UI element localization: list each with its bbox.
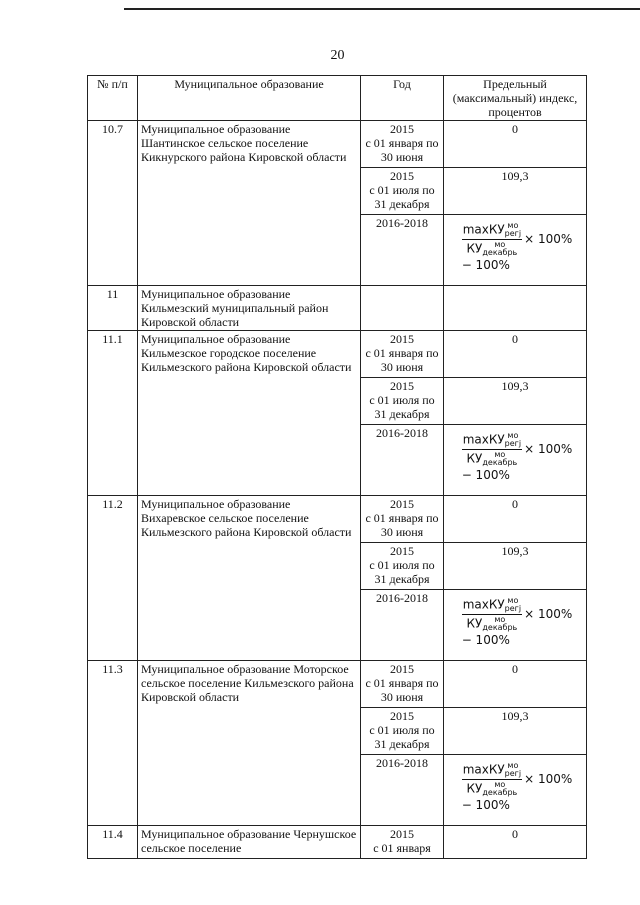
formula-minus: − 100% — [461, 468, 510, 482]
year-period-1-year: 2015 — [390, 122, 414, 136]
row-number: 11.4 — [88, 826, 138, 859]
formula-fraction — [462, 762, 522, 797]
header-number: № п/п — [88, 76, 138, 121]
year-period-3: 2016-2018 — [361, 590, 444, 661]
year-cell-empty — [361, 286, 444, 331]
formula-denominator: КУ мо декабрь — [466, 240, 518, 257]
formula-minus: − 100% — [461, 633, 510, 647]
page-number: 20 — [330, 48, 345, 63]
index-formula — [462, 597, 573, 647]
index-value-2: 109,3 — [444, 168, 587, 215]
table-row — [88, 286, 587, 331]
year-period-3: 2016-2018 — [361, 215, 444, 286]
formula-numerator: maxКУ мо регj — [462, 761, 522, 778]
formula-fraction — [462, 597, 522, 632]
year-period-1 — [361, 826, 444, 859]
formula-denominator: КУ мо декабрь — [466, 615, 518, 632]
header-municipality: Муниципальное образование — [138, 76, 361, 121]
index-formula — [462, 762, 573, 812]
formula-minus: − 100% — [461, 258, 510, 272]
index-formula-cell — [444, 590, 587, 661]
formula-denominator: КУ мо декабрь — [466, 780, 518, 797]
row-number: 10.7 — [88, 121, 138, 286]
header-year: Год — [361, 76, 444, 121]
formula-times: × 100% — [524, 772, 573, 786]
year-period-1-range: с 01 января — [373, 841, 431, 855]
year-period-1-year: 2015 — [390, 497, 414, 511]
header-index: Предельный (максимальный) индекс, процентов — [444, 76, 587, 121]
table-row — [88, 826, 587, 859]
index-value-1: 0 — [444, 826, 587, 859]
year-period-2-range: с 01 июля по 31 декабря — [369, 558, 435, 586]
formula-times: × 100% — [524, 607, 573, 621]
index-formula-cell — [444, 755, 587, 826]
year-period-2-range: с 01 июля по 31 декабря — [369, 393, 435, 421]
formula-numerator: maxКУ мо регj — [462, 596, 522, 613]
year-period-2 — [361, 708, 444, 755]
municipality-name: Муниципальное образование Кильмезское городское поселение Кильмезского района Кировской области — [138, 331, 361, 496]
municipality-name: Муниципальное образование Чернушское сельское поселение — [138, 826, 361, 859]
year-period-1-year: 2015 — [390, 332, 414, 346]
table-header-row — [88, 76, 587, 121]
table-row — [88, 121, 587, 168]
year-period-2 — [361, 378, 444, 425]
year-period-1-range: с 01 января по 30 июня — [365, 346, 439, 374]
municipality-name: Муниципальное образование Шантинское сельское поселение Кикнурского района Кировской области — [138, 121, 361, 286]
row-number: 11.3 — [88, 661, 138, 826]
index-value-1: 0 — [444, 121, 587, 168]
tariff-index-table — [87, 75, 587, 859]
municipality-name: Муниципальное образование Моторское сельское поселение Кильмезского района Кировской области — [138, 661, 361, 826]
year-period-2-year: 2015 — [390, 379, 414, 393]
year-period-2-year: 2015 — [390, 169, 414, 183]
year-period-1 — [361, 331, 444, 378]
year-period-1-year: 2015 — [390, 827, 414, 841]
index-formula-cell — [444, 425, 587, 496]
table-row — [88, 496, 587, 543]
row-number: 11.1 — [88, 331, 138, 496]
table-row — [88, 661, 587, 708]
year-period-2 — [361, 168, 444, 215]
index-formula — [462, 432, 573, 482]
index-value-1: 0 — [444, 496, 587, 543]
formula-fraction — [462, 222, 522, 257]
index-value-2: 109,3 — [444, 708, 587, 755]
row-number: 11.2 — [88, 496, 138, 661]
year-period-1 — [361, 121, 444, 168]
formula-minus: − 100% — [461, 798, 510, 812]
year-period-1-year: 2015 — [390, 662, 414, 676]
index-formula-cell — [444, 215, 587, 286]
top-rule — [124, 8, 640, 10]
formula-numerator: maxКУ мо регj — [462, 431, 522, 448]
formula-times: × 100% — [524, 442, 573, 456]
formula-numerator: maxКУ мо регj — [462, 221, 522, 238]
year-period-1-range: с 01 января по 30 июня — [365, 676, 439, 704]
year-period-1-range: с 01 января по 30 июня — [365, 511, 439, 539]
index-value-1: 0 — [444, 661, 587, 708]
year-period-2-range: с 01 июля по 31 декабря — [369, 723, 435, 751]
table-row — [88, 331, 587, 378]
formula-denominator: КУ мо декабрь — [466, 450, 518, 467]
year-period-1 — [361, 661, 444, 708]
year-period-2-year: 2015 — [390, 709, 414, 723]
year-period-2 — [361, 543, 444, 590]
index-cell-empty — [444, 286, 587, 331]
year-period-1-range: с 01 января по 30 июня — [365, 136, 439, 164]
year-period-1 — [361, 496, 444, 543]
index-value-1: 0 — [444, 331, 587, 378]
municipality-name: Муниципальное образование Вихаревское сельское поселение Кильмезского района Кировской области — [138, 496, 361, 661]
municipality-name: Муниципальное образование Кильмезский муниципальный район Кировской области — [138, 286, 361, 331]
index-value-2: 109,3 — [444, 543, 587, 590]
formula-times: × 100% — [524, 232, 573, 246]
year-period-2-range: с 01 июля по 31 декабря — [369, 183, 435, 211]
row-number: 11 — [88, 286, 138, 331]
year-period-3: 2016-2018 — [361, 755, 444, 826]
year-period-3: 2016-2018 — [361, 425, 444, 496]
formula-fraction — [462, 432, 522, 467]
index-value-2: 109,3 — [444, 378, 587, 425]
index-formula — [462, 222, 573, 272]
year-period-2-year: 2015 — [390, 544, 414, 558]
